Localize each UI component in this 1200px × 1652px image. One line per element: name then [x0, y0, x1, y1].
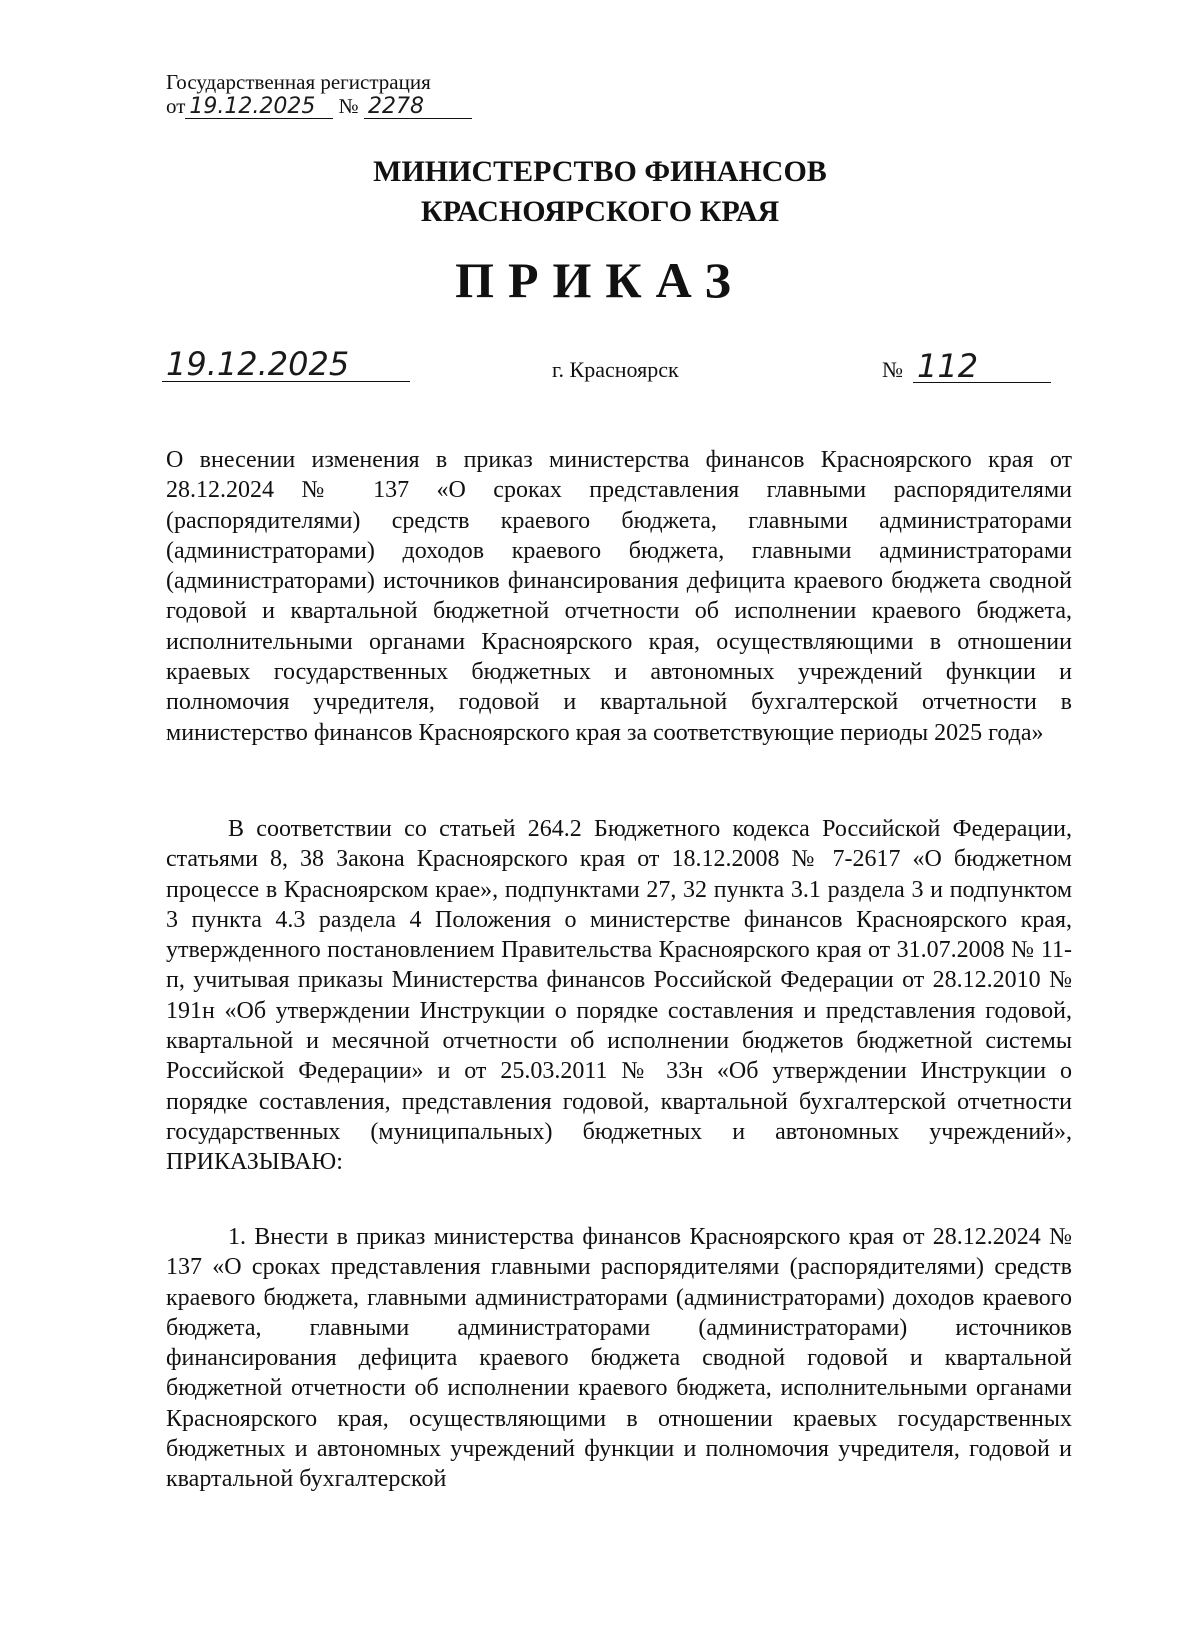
ministry-line-1: МИНИСТЕРСТВО ФИНАНСОВ: [373, 155, 827, 188]
ministry-line-2: КРАСНОЯРСКОГО КРАЯ: [420, 195, 780, 228]
registration-number-prefix: №: [338, 94, 359, 118]
order-number-prefix: №: [882, 357, 903, 382]
order-preamble: В соответствии со статьей 264.2 Бюджетного кодекса Российской Федерации, статьями 8, 38 Закона Красноярского края от 18.12.2008 № 7-2617 «О бюджетном процессе в Красноярском крае», подпунктами 27, 32 пункта 3.1 раздела 3 и подпунктом 3 пункта 4.3 раздела 4 Положения о министерстве финансов Красноярского края, утвержденного постановлением Правительства Красноярского края от 31.07.2008 № 11-п, учитывая приказы Министерства финансов Российской Федерации от 28.12.2010 № 191н «Об утверждении Инструкции о порядке составления и представления годовой, квартальной и месячной отчетности об исполнении бюджетов бюджетной системы Российской Федерации» и от 25.03.2011 № 33н «Об утверждении Инструкции о порядке составления, представления годовой, квартальной бухгалтерской отчетности государственных (муниципальных) бюджетных и автономных учреждений», ПРИКАЗЫВАЮ:: [166, 816, 1072, 1176]
registration-number-handwritten: 2278: [364, 96, 472, 119]
order-number: [882, 347, 1051, 385]
order-city: г. Красноярск: [552, 357, 679, 382]
registration-from-prefix: от: [166, 94, 186, 118]
order-date: [162, 347, 412, 382]
order-date-handwritten: 19.12.2025: [162, 347, 410, 382]
order-title: ПРИКАЗ: [455, 252, 745, 308]
order-subject: О внесении изменения в приказ министерства финансов Красноярского края от 28.12.2024 № 137 «О сроках представления главными распорядителями (распорядителями) средств краевого бюджета, главными администраторами (администраторами) доходов краевого бюджета, главными администраторами (администраторами) источников финансирования дефицита краевого бюджета сводной годовой и квартальной бюджетной отчетности об исполнении краевого бюджета, исполнительными органами Красноярского края, осуществляющими в отношении краевых государственных бюджетных и автономных учреждений функции и полномочия учредителя, годовой и квартальной бухгалтерской отчетности в министерство финансов Красноярского края за соответствующие периоды 2025 года»: [166, 447, 1072, 746]
order-number-handwritten: 112: [913, 350, 1051, 383]
order-item-1: 1. Внести в приказ министерства финансов Красноярского края от 28.12.2024 № 137 «О сроках представления главными распорядителями (распорядителями) средств краевого бюджета, главными администраторами (администраторами) доходов краевого бюджета, главными администраторами (администраторами) источников финансирования дефицита краевого бюджета сводной годовой и квартальной бюджетной отчетности об исполнении краевого бюджета, исполнительными органами Красноярского края, осуществляющими в отношении краевых государственных бюджетных и автономных учреждений функции и полномочия учредителя, годовой и квартальной бухгалтерской: [166, 1224, 1072, 1493]
ministry-heading: [0, 152, 1200, 232]
registration-details: [166, 94, 472, 119]
registration-label: Государственная регистрация: [166, 70, 431, 94]
registration-stamp: [166, 70, 472, 119]
registration-date-handwritten: 19.12.2025: [185, 96, 333, 119]
